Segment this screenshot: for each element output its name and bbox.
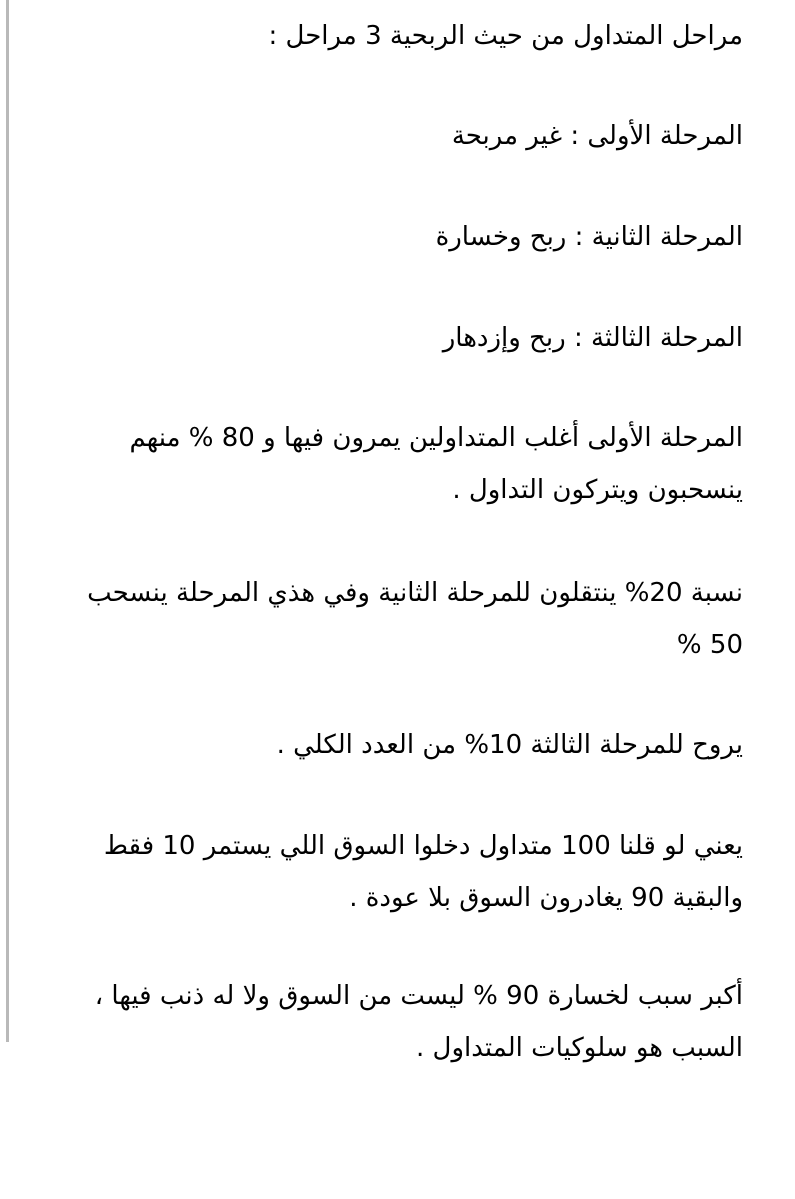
paragraph-stage-two-detail: نسبة 20% ينتقلون للمرحلة الثانية وفي هذي المرحلة ينسحب 50 % <box>87 578 743 660</box>
paragraph-stage-two: المرحلة الثانية : ربح وخسارة <box>435 222 743 252</box>
paragraph-stage-one-detail: المرحلة الأولى أغلب المتداولين يمرون فيها و 80 % منهم ينسحبون ويتركون التداول . <box>129 423 743 505</box>
paragraph-conclusion: أكبر سبب لخسارة 90 % ليست من السوق ولا له ذنب فيها ، السبب هو سلوكيات المتداول . <box>94 981 743 1063</box>
left-border-rule <box>6 0 9 1042</box>
paragraph-intro: مراحل المتداول من حيث الربحية 3 مراحل : <box>268 21 743 51</box>
paragraph-stage-three: المرحلة الثالثة : ربح وإزدهار <box>442 323 743 353</box>
paragraph-stage-one: المرحلة الأولى : غير مربحة <box>451 121 743 151</box>
paragraph-example: يعني لو قلنا 100 متداول دخلوا السوق اللي يستمر 10 فقط والبقية 90 يغادرون السوق بلا عودة . <box>103 831 743 913</box>
paragraph-stage-three-detail: يروح للمرحلة الثالثة 10% من العدد الكلي . <box>276 730 743 760</box>
